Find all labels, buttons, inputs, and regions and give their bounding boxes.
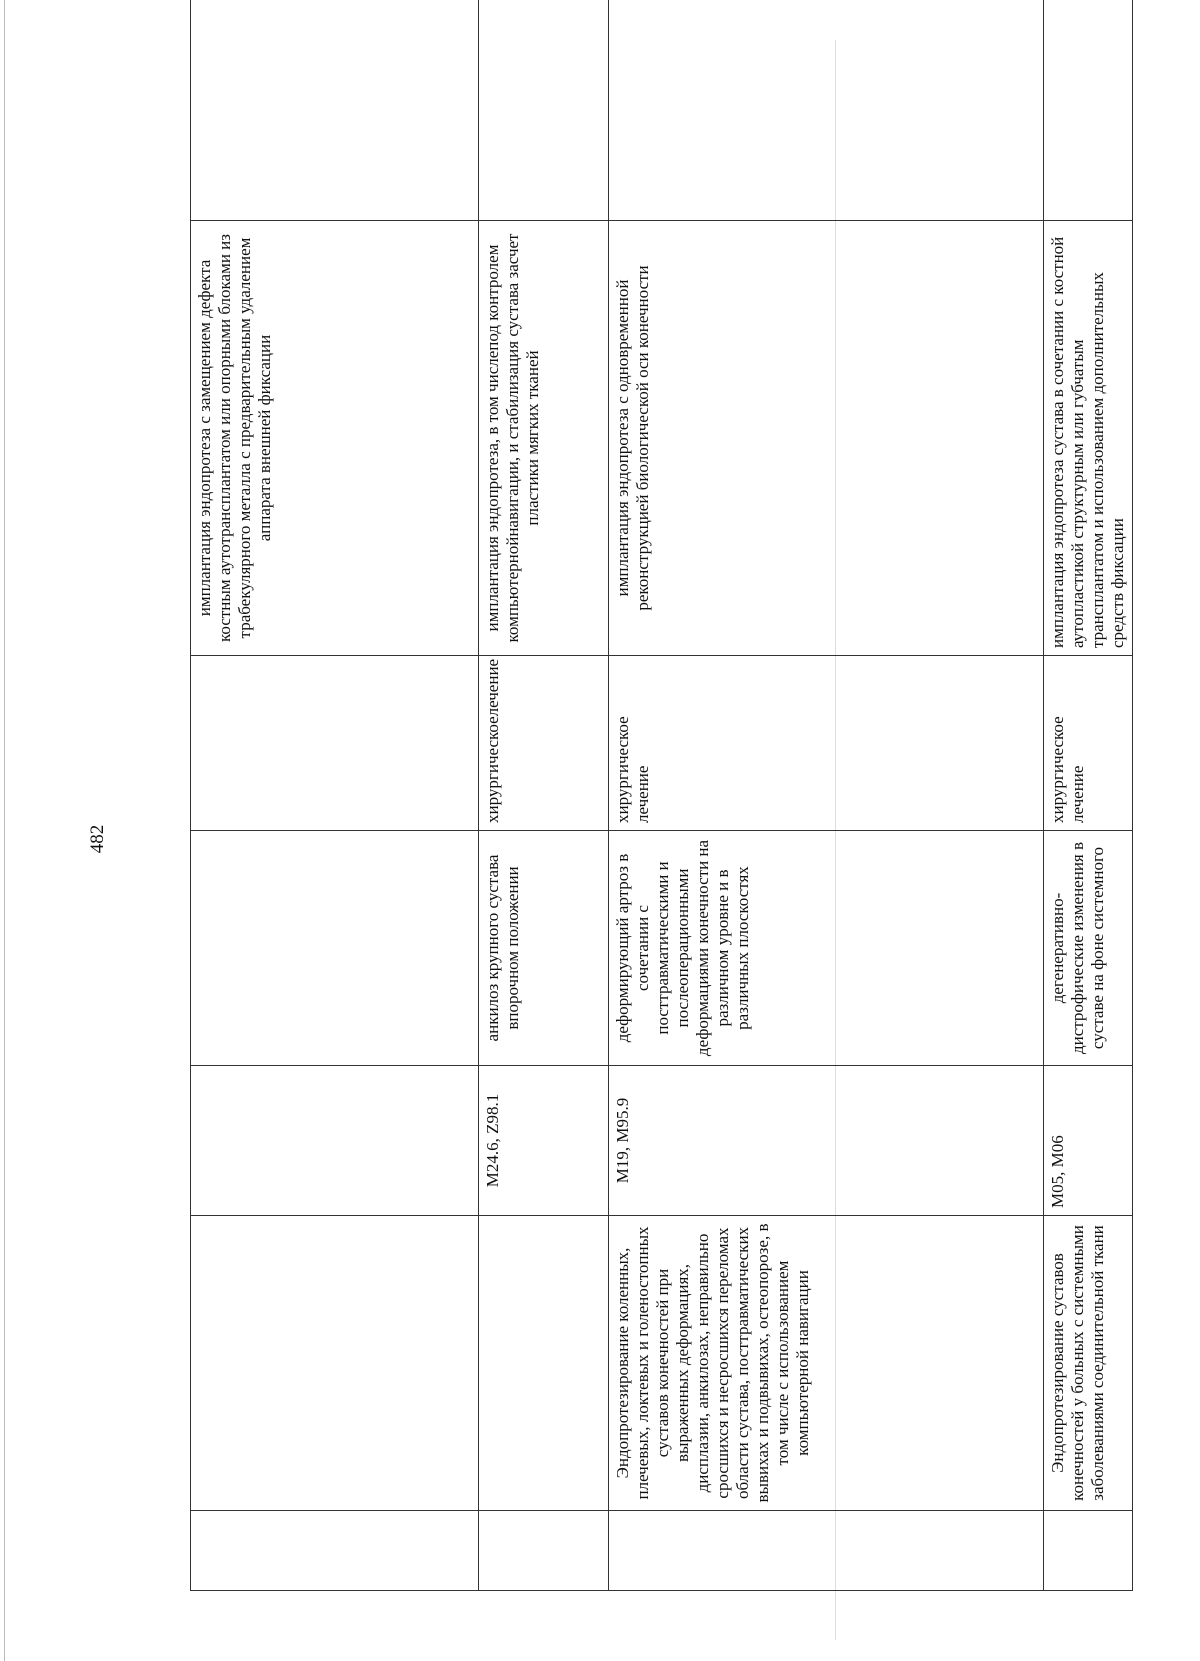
procedures-table (190, 0, 1133, 1591)
table-cell-empty (191, 0, 479, 221)
method-cell: имплантация эндопротеза с замещением дефекта костным аутотрансплантатом или опорными блоками из трабекулярного металла с предварительным удалением аппарата внешней фиксации (191, 221, 479, 656)
table-cell-empty (191, 656, 479, 831)
model-cell: анкилоз крупного сустава впорочном положении (479, 831, 609, 1066)
table-row (609, 0, 1044, 1591)
codes-cell: M19, M95.9 (609, 1066, 1044, 1216)
table-cell-empty (609, 0, 1044, 221)
name-cell: Эндопротезирование коленных, плечевых, локтевых и голеностопных суставов конечностей при выраженных деформациях, дисплазии, анкилозах, неправильно сросшихся и несросшихся переломах области сустава, посттравматических вывихах и подвывихах, остеопорозе, в том числе с использованием компьютерной навигации (609, 1216, 1044, 1511)
table-row (191, 0, 479, 1591)
treatment-cell: хирургическоелечение (479, 656, 609, 831)
table-cell-empty (1044, 1511, 1133, 1591)
codes-cell: M05, M06 (1044, 1066, 1133, 1216)
table-cell-empty (191, 1216, 479, 1511)
method-cell: имплантация эндопротеза сустава в сочетании с костной аутопластикой структурным или губчатым трансплантатом и использованием дополнительных средств фиксации (1044, 221, 1133, 656)
table-row (479, 0, 609, 1591)
scan-edge-line (4, 0, 5, 1661)
codes-cell: M24.6, Z98.1 (479, 1066, 609, 1216)
table-cell-empty (479, 0, 609, 221)
model-cell: дегенеративно-дистрофические изменения в суставе на фоне системного (1044, 831, 1133, 1066)
table-cell-empty (479, 1511, 609, 1591)
table-cell-empty (479, 1216, 609, 1511)
treatment-cell: хирургическое лечение (1044, 656, 1133, 831)
table-cell-empty (609, 1511, 1044, 1591)
model-cell: деформирующий артроз в сочетании с посттравматическими и послеоперационными деформациями конечности на различном уровне и в различных плоскостях (609, 831, 1044, 1066)
table-cell-empty (191, 831, 479, 1066)
name-cell: Эндопротезирование суставов конечностей у больных с системными заболеваниями соединительной ткани (1044, 1216, 1133, 1511)
table-row (1044, 0, 1133, 1591)
table-cell-empty (191, 1066, 479, 1216)
method-cell: имплантация эндопротеза, в том числепод контролем компьютернойнавигации, и стабилизация сустава засчет пластики мягких тканей (479, 221, 609, 656)
table-cell-empty (1044, 0, 1133, 221)
table-cell-empty (191, 1511, 479, 1591)
method-cell: имплантация эндопротеза с одновременной реконструкцией биологической оси конечности (609, 221, 1044, 656)
treatment-cell: хирургическое лечение (609, 656, 1044, 831)
page-number: 482 (87, 824, 108, 854)
